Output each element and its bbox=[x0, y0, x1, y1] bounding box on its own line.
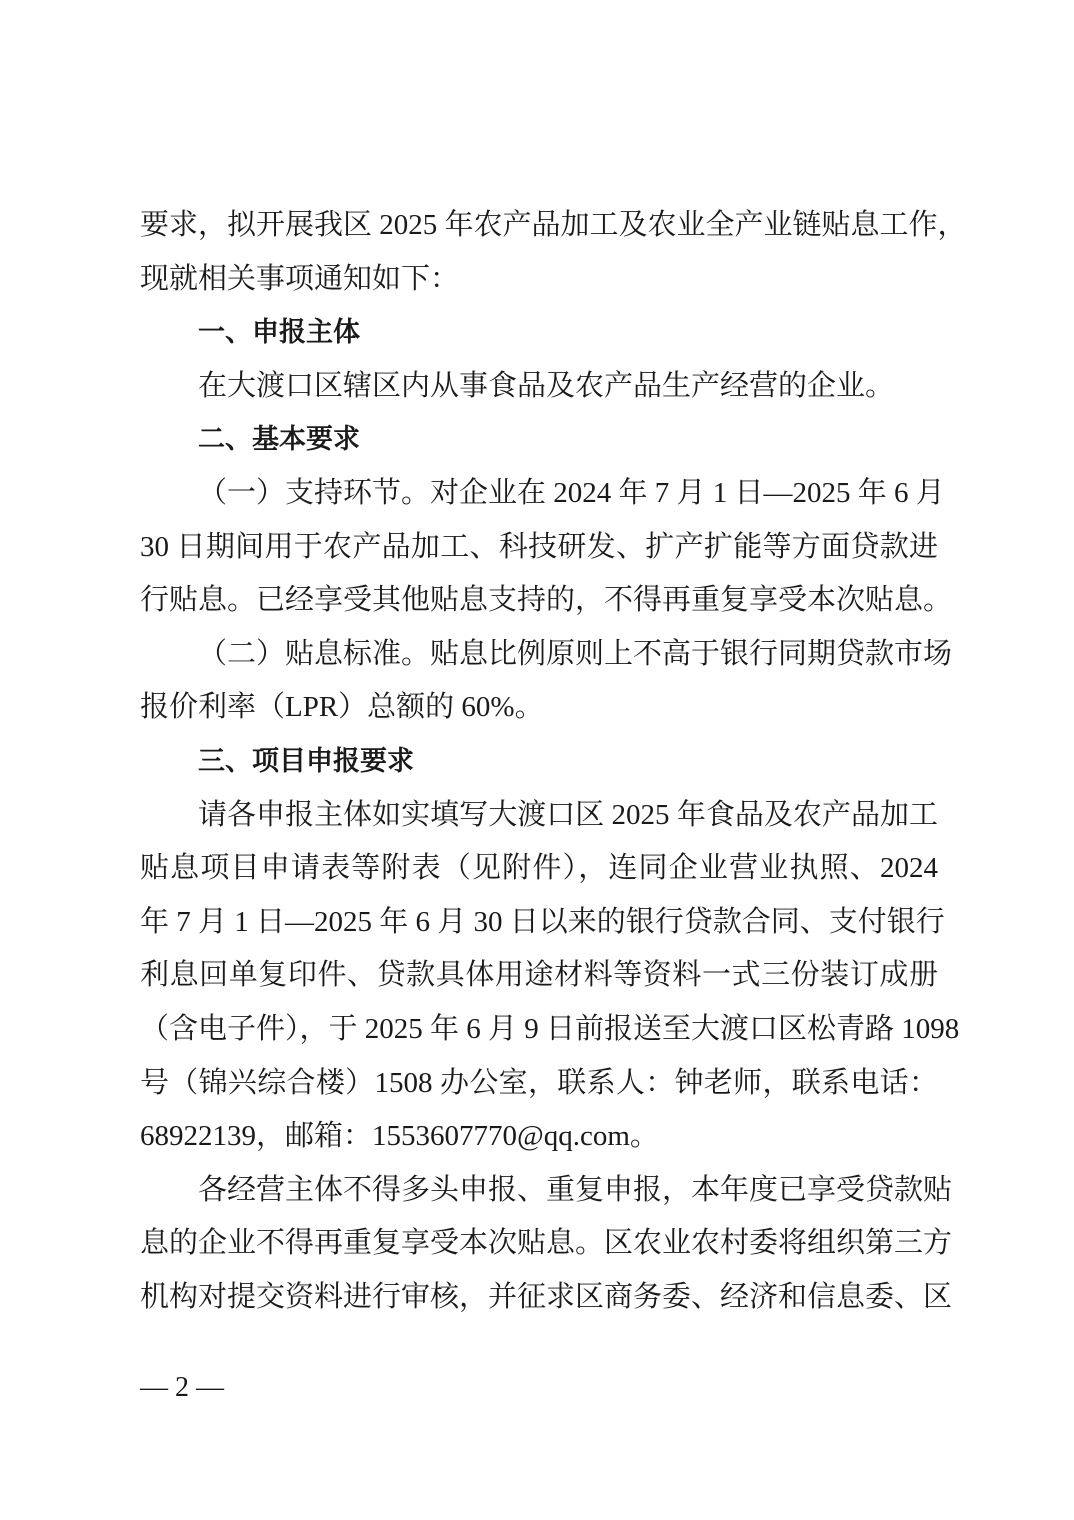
text-line: 各经营主体不得多头申报、重复申报，本年度已享受贷款贴 bbox=[198, 1173, 953, 1206]
text-line: 现就相关事项通知如下： bbox=[140, 262, 460, 295]
text-line: 报价利率（LPR）总额的 60%。 bbox=[140, 691, 544, 724]
page-number: — 2 — bbox=[140, 1372, 224, 1403]
text-line: 贴息项目申请表等附表（见附件），连同企业营业执照、2024 bbox=[140, 852, 938, 885]
paragraph bbox=[140, 360, 938, 414]
text-line: 请各申报主体如实填写大渡口区 2025 年食品及农产品加工 bbox=[198, 798, 938, 831]
text-line: 在大渡口区辖区内从事食品及农产品生产经营的企业。 bbox=[198, 369, 895, 402]
paragraph bbox=[140, 199, 967, 306]
text-line: 一、申报主体 bbox=[198, 317, 360, 349]
text-line: 行贴息。已经享受其他贴息支持的，不得再重复享受本次贴息。 bbox=[140, 584, 953, 617]
section-heading bbox=[140, 413, 938, 467]
text-line: 利息回单复印件、贷款具体用途材料等资料一式三份装订成册 bbox=[140, 959, 938, 992]
paragraph bbox=[140, 628, 953, 735]
section-heading bbox=[140, 306, 938, 360]
section-heading bbox=[140, 735, 938, 789]
text-line: 机构对提交资料进行审核，并征求区商务委、经济和信息委、区 bbox=[140, 1280, 953, 1313]
text-line: （二）贴息标准。贴息比例原则上不高于银行同期贷款市场 bbox=[198, 637, 953, 670]
text-line: 号（锦兴综合楼）1508 办公室，联系人：钟老师，联系电话： bbox=[140, 1066, 938, 1099]
text-line: 年 7 月 1 日—2025 年 6 月 30 日以来的银行贷款合同、支付银行 bbox=[140, 905, 945, 938]
paragraph bbox=[140, 467, 953, 628]
text-line: （含电子件），于 2025 年 6 月 9 日前报送至大渡口区松青路 1098 bbox=[140, 1012, 960, 1045]
paragraph bbox=[140, 1164, 953, 1325]
text-line: 二、基本要求 bbox=[198, 424, 360, 456]
paragraph bbox=[140, 789, 960, 1164]
text-line: 三、项目申报要求 bbox=[198, 745, 414, 777]
document-body bbox=[140, 199, 967, 1324]
text-line: 要求，拟开展我区 2025 年农产品加工及农业全产业链贴息工作， bbox=[140, 209, 967, 241]
text-line: 30 日期间用于农产品加工、科技研发、扩产扩能等方面贷款进 bbox=[140, 530, 938, 563]
text-line: （一）支持环节。对企业在 2024 年 7 月 1 日—2025 年 6 月 bbox=[198, 476, 945, 509]
text-line: 息的企业不得再重复享受本次贴息。区农业农村委将组织第三方 bbox=[140, 1227, 953, 1260]
text-line: 68922139，邮箱：1553607770@qq.com。 bbox=[140, 1120, 659, 1153]
